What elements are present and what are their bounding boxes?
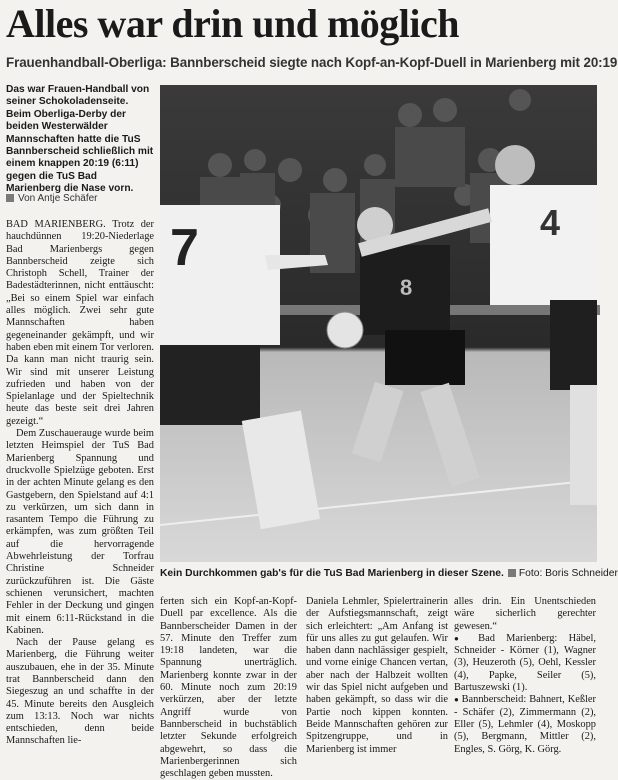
article-column-2 xyxy=(160,596,297,780)
handball-photo xyxy=(160,85,597,562)
paragraph: Nach der Pause gelang es Marienberg, die Führung weiter auszubauen, ehe in der 35. Minute trat Bannberscheid dann den Siegeszug an und schaffte in der 45. Minute bereits den Ausgleich zum 13:13. Noch war nichts entschieden, denn beide Mannschaften lie- xyxy=(6,637,154,747)
photo-credit: Foto: Boris Schneider xyxy=(518,568,618,579)
paragraph: alles drin. Ein Unentschieden wäre sicherlich gerechter gewesen.“ xyxy=(454,596,596,632)
subheadline: Frauenhandball-Oberliga: Bannberscheid siegte nach Kopf-an-Kopf-Duell in Marienberg mit 20:19 xyxy=(6,55,618,70)
lineup-bannberscheid: ● Bannberscheid: Bahnert, Keßler - Schäfer (2), Zimmermann (2), Eller (5), Lehmler (4), Moskopp (5), Bergmann, Mittler (2), Engles, S. Görg, K. Görg. xyxy=(454,694,596,755)
jersey-number-left: 7 xyxy=(170,219,199,277)
byline-author: Von Antje Schäfer xyxy=(18,193,98,204)
caption-text: Kein Durchkommen gab's für die TuS Bad Marienberg in dieser Szene. xyxy=(160,568,504,579)
headline: Alles war drin und möglich xyxy=(6,1,459,46)
square-bullet-icon xyxy=(508,569,516,577)
byline xyxy=(6,193,154,204)
article-column-3 xyxy=(306,596,448,756)
paragraph: Dem Zuschauerauge wurde beim letzten Heimspiel der TuS Bad Marienberg Spannung und druckvolle Spielzüge geboten. Erst in der achten Minute gelang es den Gastgebern, den Spielstand auf 4:1 zu verkürzen, um sich dann in rasantem Tempo die Führung zu erkämpfen, was zum größten Teil auf die hervorragende Abwehrleistung der Torfrau Christine Schneider zurückzuführen ist. Die Gäste schienen verunsichert, machten Fehler in der Deckung und gingen mit einem 6:11-Rückstand in die Kabinen. xyxy=(6,428,154,636)
jersey-number-center: 8 xyxy=(400,275,413,300)
paragraph: ferten sich ein Kopf-an-Kopf-Duell par excellence. Als die Bannberscheider Damen in der 57. Minute den Treffer zum 19:18 landeten, war die Spannung unerträglich. Marienberg konnte zwar in der 60. Minute noch zum 20:19 verkürzen, aber der letzte Angriff wurde von Bannberscheid in buchstäblich letzter Sekunde erfolgreich abgewehrt, so dass die Marienbergerinnen sich geschlagen geben mussten. xyxy=(160,596,297,780)
paragraph: Daniela Lehmler, Spielertrainerin der Aufstiegsmannschaft, zeigt sich erleichtert: „Am Anfang ist für uns alles zu gut gelaufen. Wir haben dann nachlässiger gespielt, und vorne einige Chancen vertan, aber nach der Halbzeit wollten wir das Spiel nicht aufgeben und haben gekämpft, so dass wir die Partie noch kippen konnten. Beide Mannschaften gehören zur Spitzengruppe, und in Marienberg ist immer xyxy=(306,596,448,755)
article-column-1 xyxy=(6,219,154,748)
paragraph: BAD MARIENBERG. Trotz der hauchdünnen 19:20-Niederlage Bad Marienbergs gegen Bannberscheid zeigte sich Christoph Schell, Trainer der Badestädterinnen, nicht enttäuscht: „Bei so einem Spiel war einfach alles möglich. Zwei sehr gute Mannschaften haben gegeneinander gekämpft, und wir haben eben mit einem Tor verloren. Da kann man nicht traurig sein. Wir sind mit unserer Leistung zufrieden und haben von der Spielanlage und der Spieltechnik heute das beste seit drei Jahren gezeigt.“ xyxy=(6,219,154,427)
square-bullet-icon xyxy=(6,194,14,202)
photo-caption xyxy=(160,568,618,579)
jersey-number-right: 4 xyxy=(540,202,561,243)
article-column-4 xyxy=(454,596,596,756)
lineup-bad-marienberg: ● Bad Marienberg: Häbel, Schneider - Körner (1), Wagner (3), Heuzeroth (5), Oehl, Kessler (4), Papke, Seiler (5), Bartuszewski (1). xyxy=(454,633,596,694)
intro-paragraph: Das war Frauen-Handball von seiner Schokoladenseite. Beim Oberliga-Derby der beiden Westerwälder Mannschaften hatte die TuS Bannberscheid schließlich mit einem knappen 20:19 (6:11) gegen die TuS Bad Marienberg die Nase vorn. xyxy=(6,84,154,195)
